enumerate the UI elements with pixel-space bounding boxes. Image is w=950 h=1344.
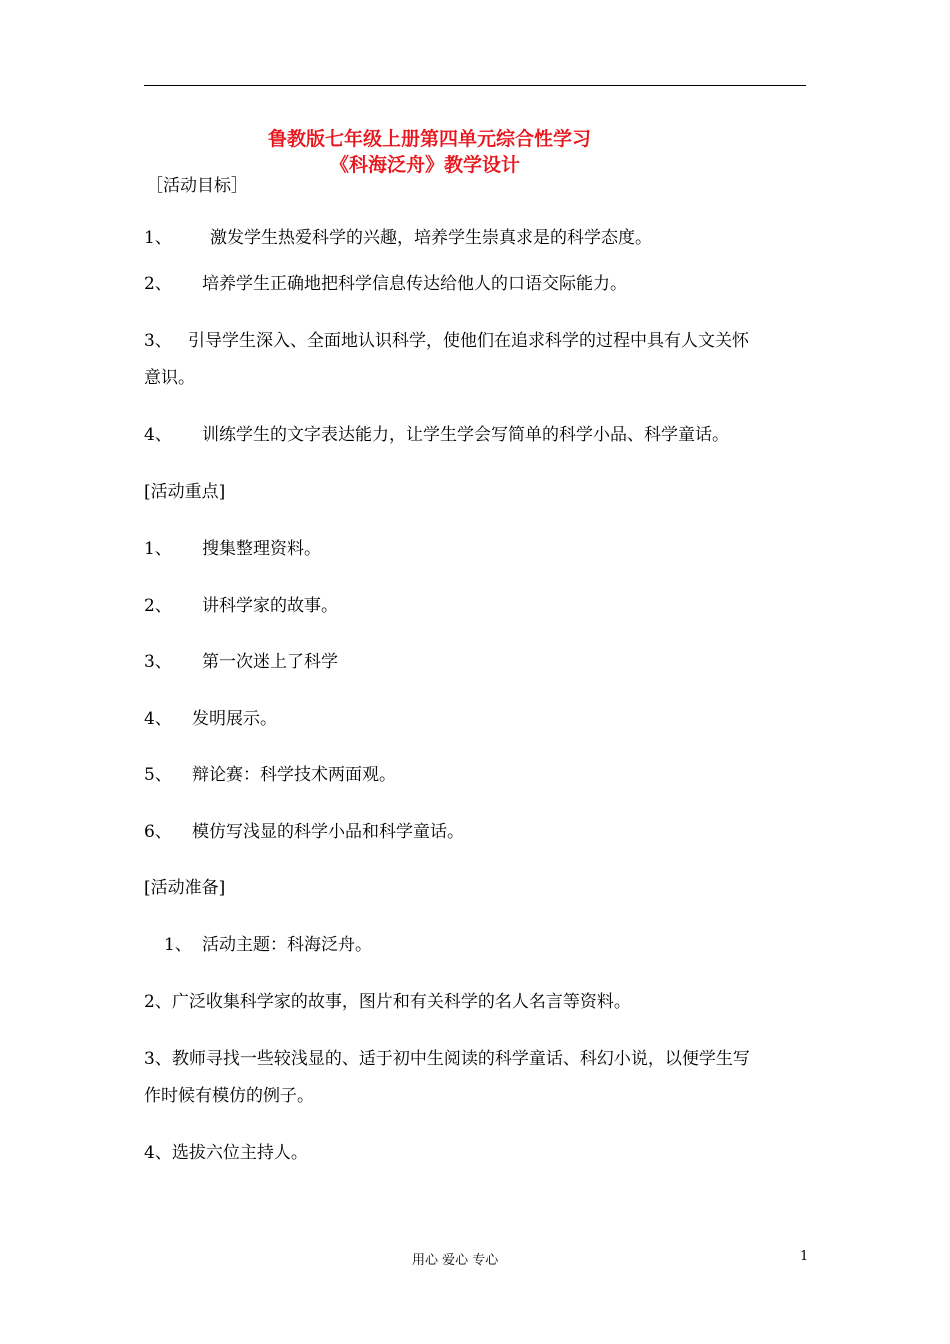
goals-heading: ［活动目标］ [146,176,248,196]
focus-item-2 [144,594,338,618]
focus-item-1 [144,537,321,561]
prep-item-3-continued: 作时候有模仿的例子。 [144,1086,314,1106]
focus-item-4 [144,707,277,731]
page-number: 1 [800,1249,809,1264]
focus-number: 2、 [144,596,172,616]
focus-number: 3、 [144,652,172,672]
doc-title-line2: 《科海泛舟》教学设计 [330,154,521,176]
prep-heading: [活动准备] [144,878,226,898]
goal-item-2 [144,272,627,296]
goal-item-3 [144,329,749,353]
prep-item-1 [164,933,372,957]
focus-item-5 [144,763,396,787]
focus-text: 辩论赛：科学技术两面观。 [192,765,396,785]
focus-item-3 [144,650,338,674]
focus-text: 第一次迷上了科学 [202,652,338,672]
focus-text: 搜集整理资料。 [202,539,321,559]
prep-item-4: 4、选拔六位主持人。 [144,1143,308,1163]
doc-title-line1: 鲁教版七年级上册第四单元综合性学习 [268,128,592,150]
focus-number: 5、 [144,765,172,785]
goal-text: 激发学生热爱科学的兴趣，培养学生崇真求是的科学态度。 [210,228,652,248]
header-rule [144,85,806,86]
prep-number: 1、 [164,935,192,955]
prep-text: 活动主题：科海泛舟。 [202,935,372,955]
goal-number: 2、 [144,274,172,294]
focus-number: 1、 [144,539,172,559]
goal-number: 4、 [144,425,172,445]
goal-item-4 [144,423,729,447]
focus-text: 模仿写浅显的科学小品和科学童话。 [192,822,464,842]
goal-text: 训练学生的文字表达能力，让学生学会写简单的科学小品、科学童话。 [202,425,729,445]
footer-motto: 用心 爱心 专心 [412,1253,499,1268]
goal-text: 引导学生深入、全面地认识科学，使他们在追求科学的过程中具有人文关怀 [188,331,749,351]
focus-text: 发明展示。 [192,709,277,729]
goal-item-3-continued: 意识。 [144,368,195,388]
focus-heading: [活动重点] [144,482,226,502]
focus-number: 6、 [144,822,172,842]
focus-number: 4、 [144,709,172,729]
prep-item-3: 3、教师寻找一些较浅显的、适于初中生阅读的科学童话、科幻小说，以便学生写 [144,1049,750,1069]
prep-item-2: 2、广泛收集科学家的故事，图片和有关科学的名人名言等资料。 [144,992,631,1012]
goal-text: 培养学生正确地把科学信息传达给他人的口语交际能力。 [202,274,627,294]
goal-item-1 [144,226,652,250]
focus-text: 讲科学家的故事。 [202,596,338,616]
goal-number: 1、 [144,228,172,248]
focus-item-6 [144,820,464,844]
goal-number: 3、 [144,331,172,351]
